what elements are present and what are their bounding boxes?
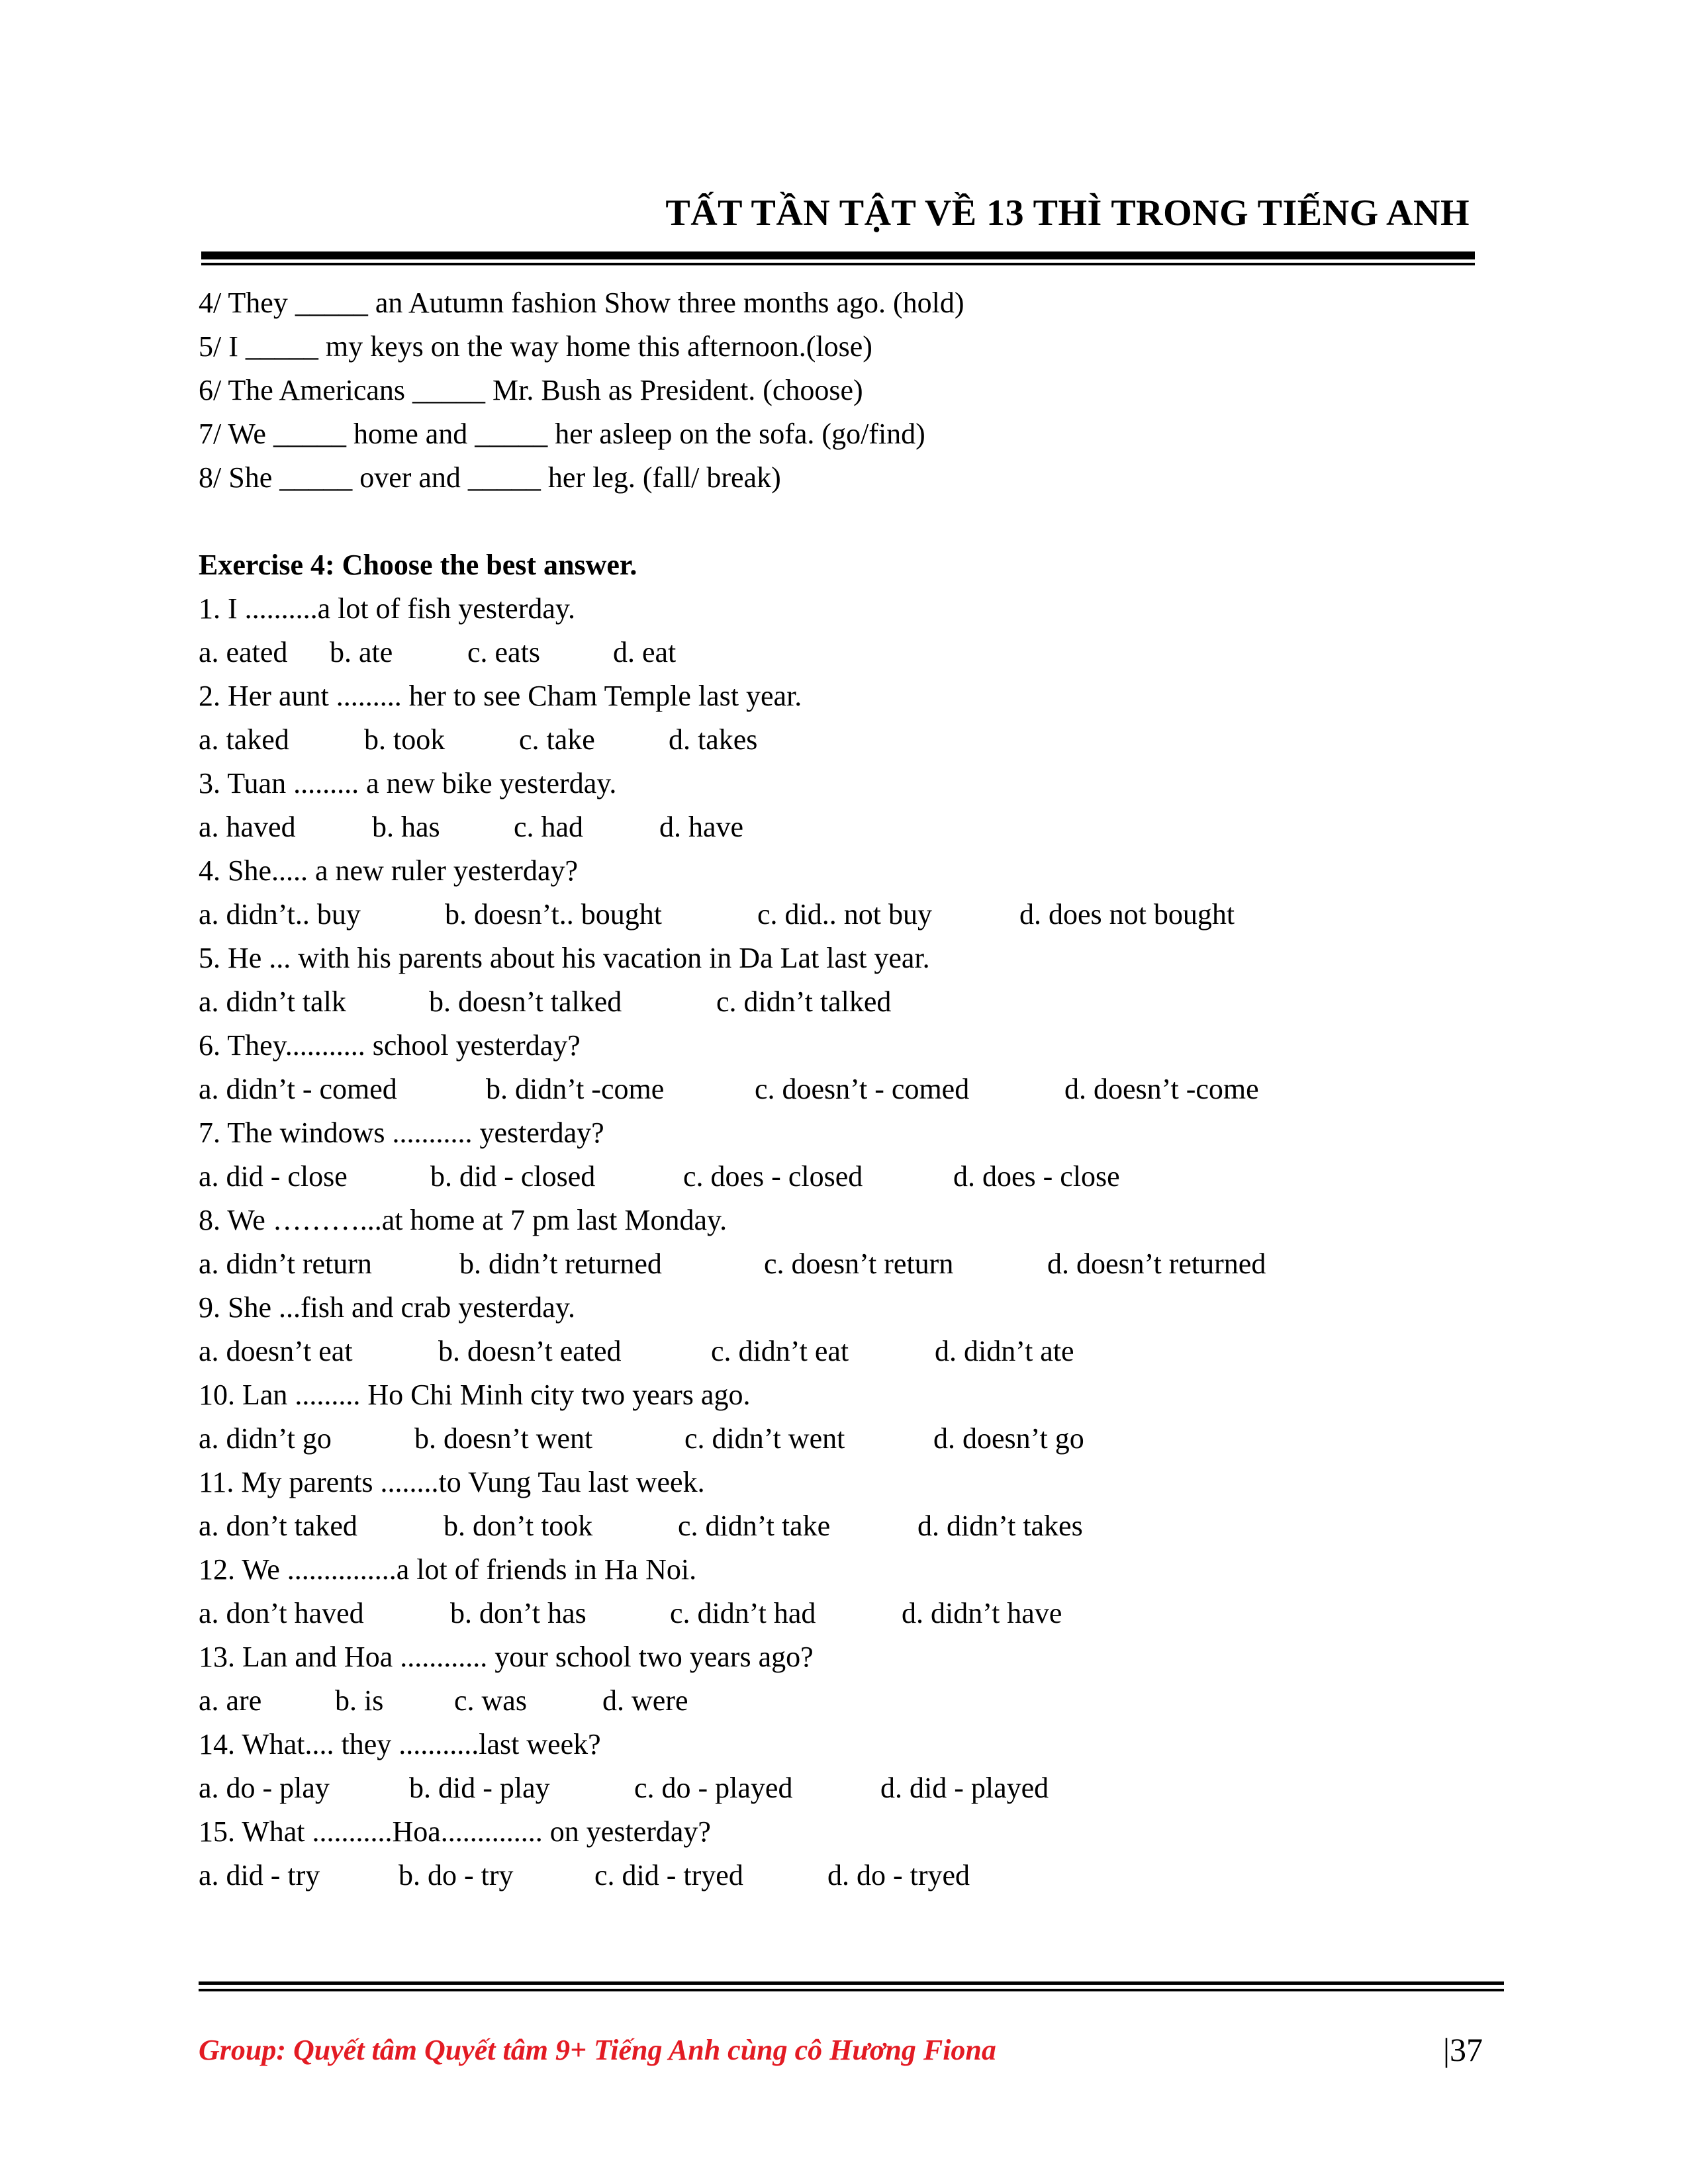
option-b: b. didn’t -come <box>486 1073 665 1105</box>
option-a: a. haved <box>199 811 296 843</box>
option-b: b. did - closed <box>430 1160 596 1193</box>
option-b: b. did - play <box>409 1772 550 1804</box>
options-12 <box>199 1592 1266 1635</box>
option-b: b. doesn’t went <box>414 1422 593 1455</box>
option-b: b. doesn’t eated <box>438 1335 622 1367</box>
options-6 <box>199 1068 1266 1111</box>
option-a: a. didn’t - comed <box>199 1073 397 1105</box>
options-8 <box>199 1242 1266 1286</box>
option-d: d. did - played <box>880 1772 1049 1804</box>
question-8: 8. We ………...at home at 7 pm last Monday. <box>199 1204 727 1236</box>
option-c: c. doesn’t return <box>764 1248 954 1280</box>
exercise-sentence: 7/ We _____ home and _____ her asleep on the sofa. (go/find) <box>199 418 925 450</box>
option-a: a. don’t haved <box>199 1597 364 1629</box>
footer-group-text: Group: Quyết tâm Quyết tâm 9+ Tiếng Anh cùng cô Hương Fiona <box>199 2034 996 2066</box>
option-c: c. did - tryed <box>594 1859 743 1891</box>
options-15 <box>199 1854 1266 1897</box>
option-d: d. didn’t ate <box>935 1335 1074 1367</box>
question-9: 9. She ...fish and crab yesterday. <box>199 1291 575 1324</box>
option-d: d. takes <box>669 723 758 756</box>
options-7 <box>199 1155 1266 1199</box>
option-a: a. don’t taked <box>199 1510 357 1542</box>
exercise-sentence: 8/ She _____ over and _____ her leg. (fall/ break) <box>199 461 781 494</box>
header-rule-thick <box>201 251 1475 259</box>
option-b: b. has <box>372 811 440 843</box>
exercise-4-heading: Exercise 4: Choose the best answer. <box>199 549 637 581</box>
question-7: 7. The windows ........... yesterday? <box>199 1116 604 1149</box>
options-1 <box>199 631 1266 674</box>
option-b: b. ate <box>330 636 393 668</box>
option-c: c. had <box>514 811 584 843</box>
option-c: c. didn’t had <box>670 1597 816 1629</box>
option-a: a. did - try <box>199 1859 320 1891</box>
option-d: d. didn’t have <box>902 1597 1062 1629</box>
option-a: a. taked <box>199 723 289 756</box>
option-a: a. didn’t go <box>199 1422 332 1455</box>
option-c: c. didn’t eat <box>711 1335 849 1367</box>
footer-rule-bottom <box>199 1989 1504 1991</box>
option-c: c. does - closed <box>683 1160 863 1193</box>
page-title: TẤT TẦN TẬT VỀ 13 THÌ TRONG TIẾNG ANH <box>665 193 1470 234</box>
options-10 <box>199 1417 1266 1461</box>
question-13: 13. Lan and Hoa ............ your school two years ago? <box>199 1641 814 1673</box>
option-c: c. didn’t take <box>678 1510 831 1542</box>
question-11: 11. My parents ........to Vung Tau last week. <box>199 1466 705 1498</box>
option-a: a. are <box>199 1684 262 1717</box>
option-c: c. doesn’t - comed <box>755 1073 970 1105</box>
question-14: 14. What.... they ...........last week? <box>199 1728 601 1760</box>
options-5 <box>199 980 1266 1024</box>
page-content <box>199 281 1266 1897</box>
option-b: b. took <box>364 723 445 756</box>
option-b: b. don’t took <box>444 1510 593 1542</box>
option-a: a. eated <box>199 636 288 668</box>
question-5: 5. He ... with his parents about his vacation in Da Lat last year. <box>199 942 930 974</box>
option-c: c. was <box>454 1684 527 1717</box>
options-14 <box>199 1766 1266 1810</box>
option-c: c. did.. not buy <box>757 898 932 931</box>
option-a: a. didn’t.. buy <box>199 898 361 931</box>
options-2 <box>199 718 1266 762</box>
option-d: d. didn’t takes <box>917 1510 1083 1542</box>
question-15: 15. What ...........Hoa.............. on yesterday? <box>199 1815 711 1848</box>
option-d: d. do - tryed <box>827 1859 970 1891</box>
exercise-sentence: 6/ The Americans _____ Mr. Bush as President. (choose) <box>199 374 863 406</box>
option-a: a. doesn’t eat <box>199 1335 353 1367</box>
question-4: 4. She..... a new ruler yesterday? <box>199 854 579 887</box>
options-9 <box>199 1330 1266 1373</box>
options-11 <box>199 1504 1266 1548</box>
option-b: b. doesn’t.. bought <box>445 898 662 931</box>
options-4 <box>199 893 1266 936</box>
option-d: d. does - close <box>953 1160 1120 1193</box>
question-10: 10. Lan ......... Ho Chi Minh city two years ago. <box>199 1379 751 1411</box>
page-number: |37 <box>1442 2031 1483 2068</box>
footer-rule-top <box>199 1981 1504 1985</box>
option-b: b. don’t has <box>450 1597 586 1629</box>
option-c: c. take <box>519 723 595 756</box>
exercise-sentence: 5/ I _____ my keys on the way home this afternoon.(lose) <box>199 330 872 363</box>
option-c: c. didn’t talked <box>716 985 892 1018</box>
option-d: d. have <box>659 811 744 843</box>
option-b: b. do - try <box>399 1859 514 1891</box>
exercise-sentence: 4/ They _____ an Autumn fashion Show three months ago. (hold) <box>199 287 964 319</box>
option-c: c. do - played <box>634 1772 793 1804</box>
option-c: c. didn’t went <box>684 1422 845 1455</box>
question-1: 1. I ..........a lot of fish yesterday. <box>199 592 576 625</box>
option-d: d. doesn’t -come <box>1064 1073 1259 1105</box>
header-rule-thin <box>201 263 1475 265</box>
option-d: d. doesn’t returned <box>1047 1248 1266 1280</box>
options-13 <box>199 1679 1266 1723</box>
option-b: b. is <box>335 1684 384 1717</box>
question-3: 3. Tuan ......... a new bike yesterday. <box>199 767 617 799</box>
option-a: a. do - play <box>199 1772 330 1804</box>
question-6: 6. They........... school yesterday? <box>199 1029 581 1062</box>
option-a: a. didn’t talk <box>199 985 346 1018</box>
option-a: a. did - close <box>199 1160 348 1193</box>
option-a: a. didn’t return <box>199 1248 372 1280</box>
option-d: d. doesn’t go <box>933 1422 1084 1455</box>
question-12: 12. We ...............a lot of friends in Ha Noi. <box>199 1553 697 1586</box>
option-c: c. eats <box>467 636 540 668</box>
option-d: d. were <box>602 1684 688 1717</box>
options-3 <box>199 805 1266 849</box>
option-d: d. eat <box>613 636 677 668</box>
option-b: b. doesn’t talked <box>429 985 622 1018</box>
option-d: d. does not bought <box>1019 898 1235 931</box>
question-2: 2. Her aunt ......... her to see Cham Temple last year. <box>199 680 802 712</box>
option-b: b. didn’t returned <box>459 1248 662 1280</box>
